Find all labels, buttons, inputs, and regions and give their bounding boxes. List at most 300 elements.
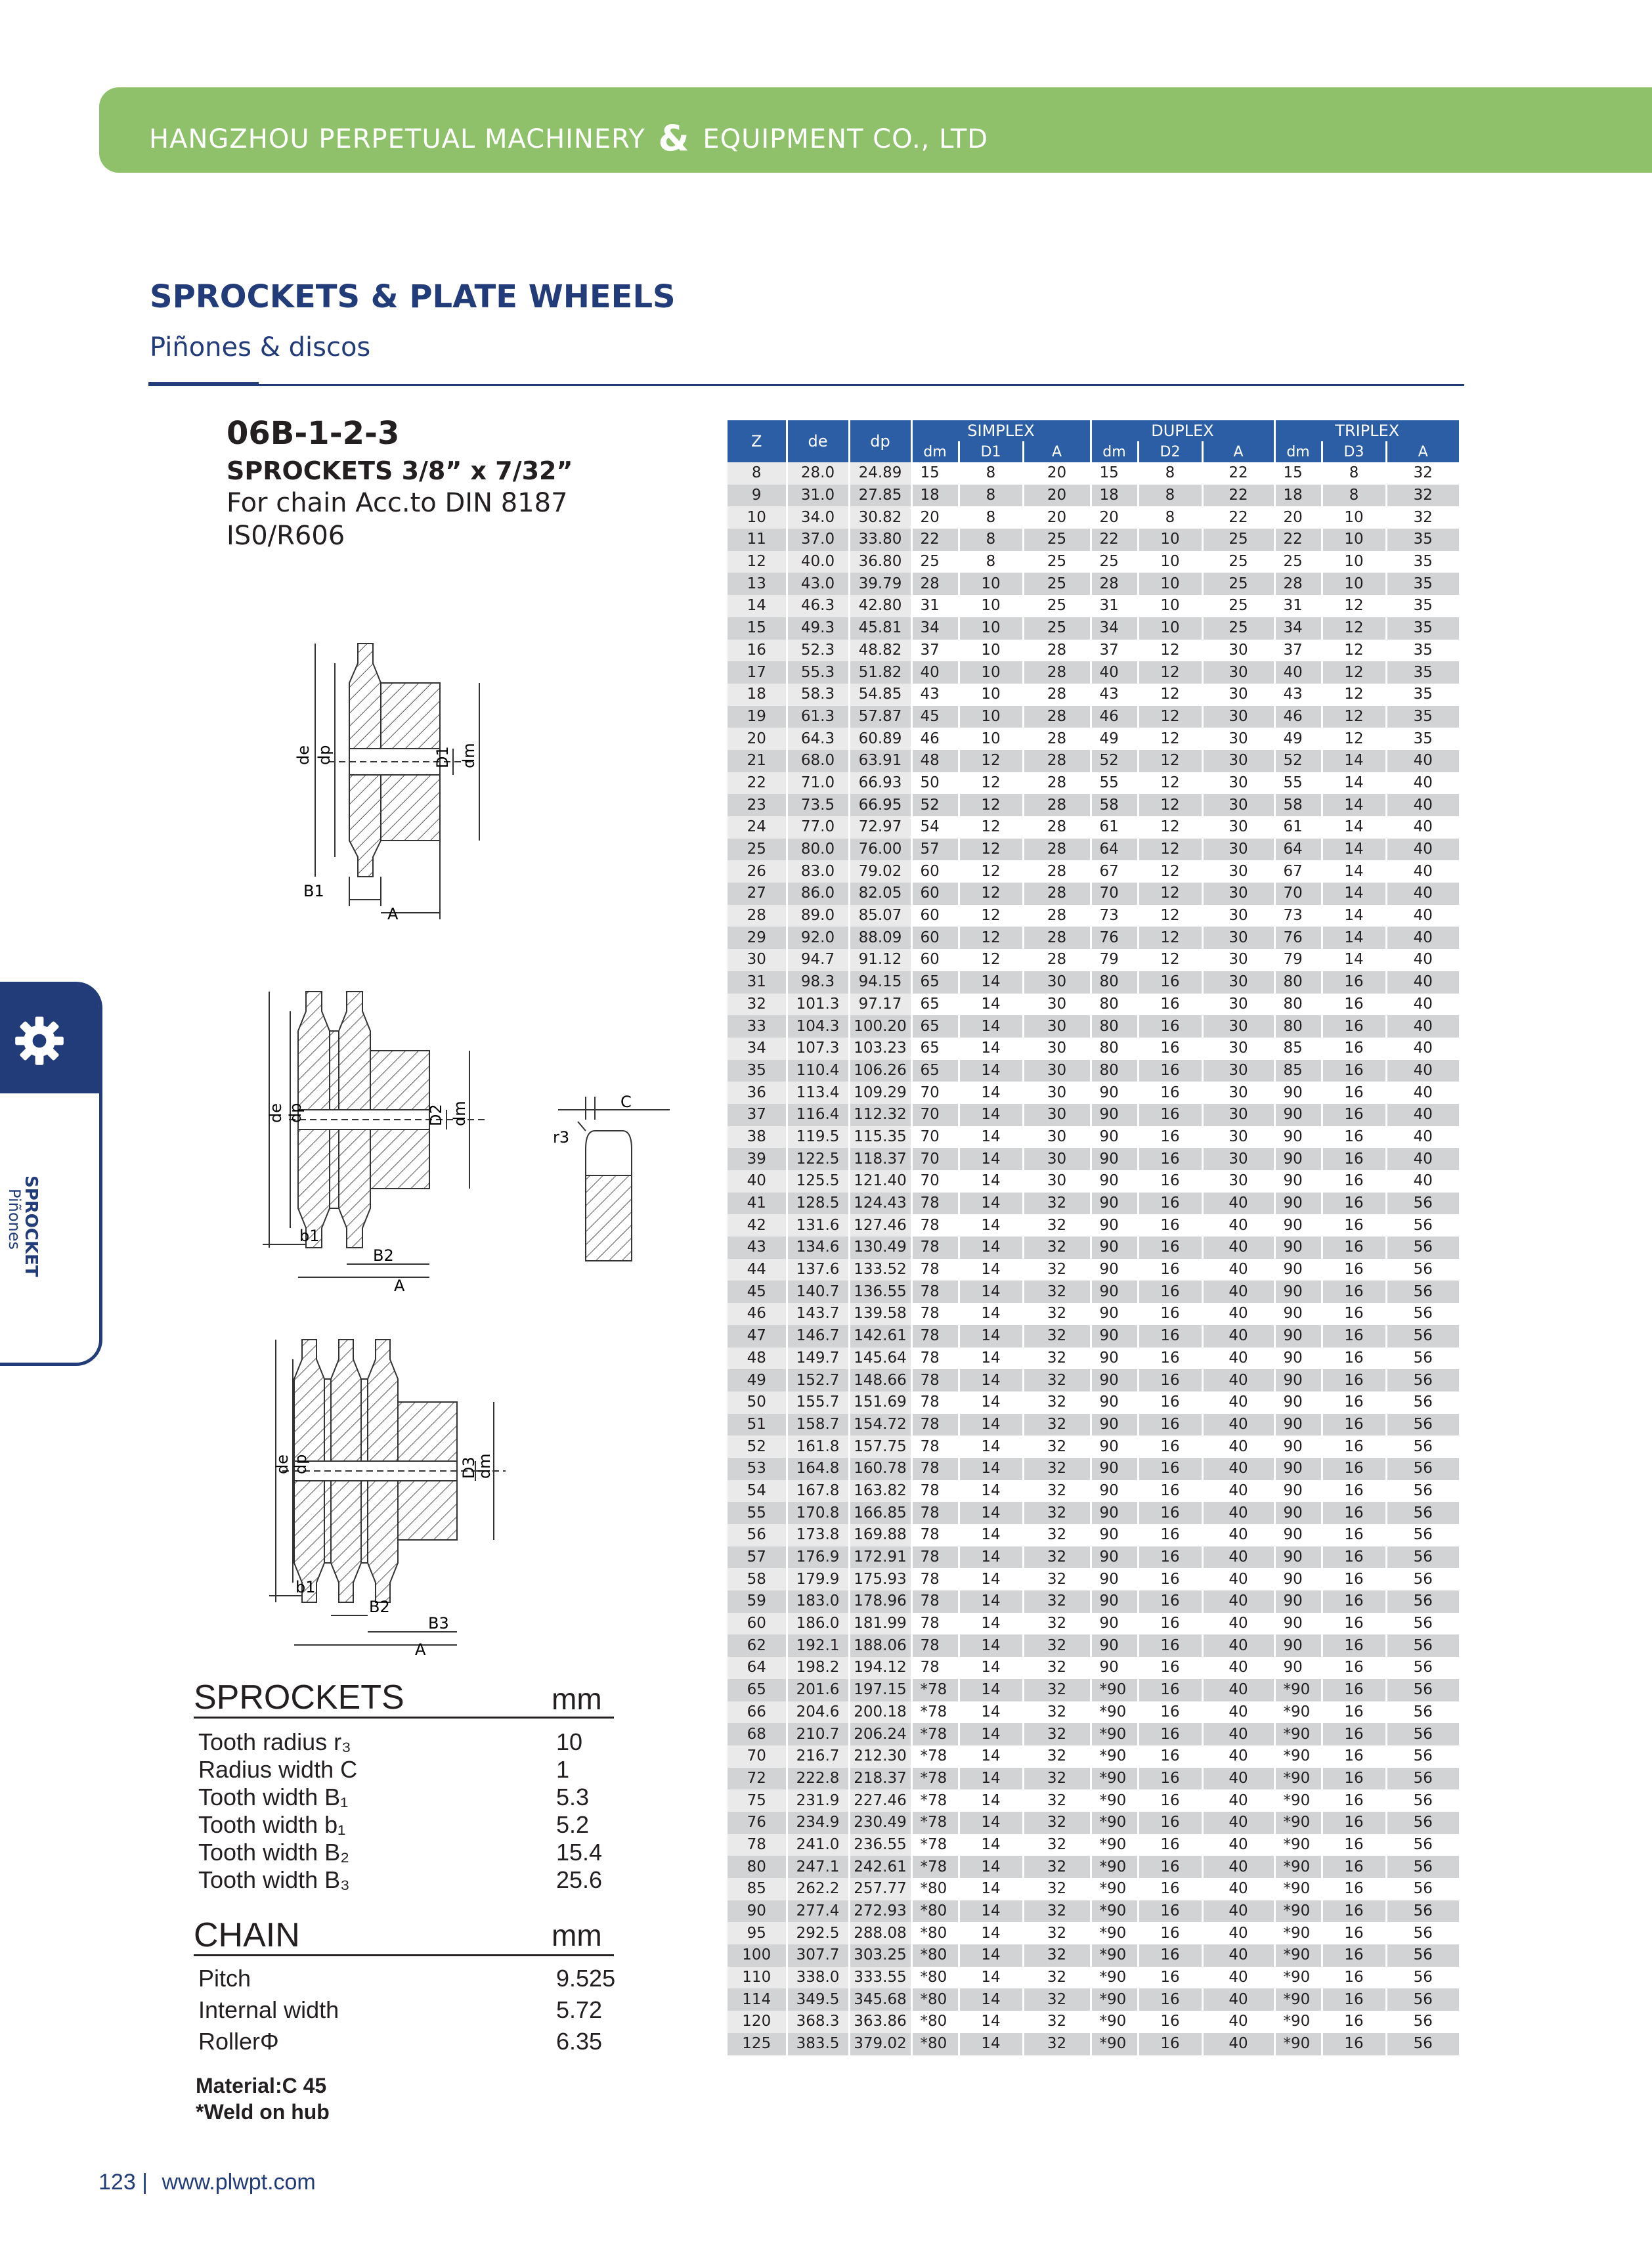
table-cell: 128.5 <box>787 1193 849 1215</box>
table-cell: 37 <box>1091 640 1138 662</box>
table-cell: 60 <box>911 883 959 905</box>
table-cell: 345.68 <box>849 1988 911 2011</box>
table-cell: 15 <box>1274 462 1322 485</box>
table-cell: 40 <box>1202 1657 1274 1679</box>
table-cell: 32 <box>1023 1281 1091 1303</box>
table-cell: 14 <box>959 1126 1023 1149</box>
table-cell: 16 <box>1138 1679 1202 1701</box>
table-cell: 60 <box>911 927 959 949</box>
table-cell: 23 <box>728 794 787 816</box>
table-cell: 16 <box>1138 1944 1202 1967</box>
table-cell: 10 <box>959 640 1023 662</box>
chain-rule <box>194 1954 614 1956</box>
table-row <box>728 1348 1459 1370</box>
table-cell: 90 <box>1274 1237 1322 1259</box>
table-cell: 16 <box>1138 1435 1202 1458</box>
table-cell: 16 <box>1322 1214 1386 1237</box>
table-cell: 56 <box>1386 1878 1459 1900</box>
table-cell: 16 <box>1322 1325 1386 1348</box>
table-cell: 16 <box>1322 1281 1386 1303</box>
col-de: de <box>787 420 849 462</box>
footer <box>98 2170 316 2195</box>
table-cell: 166.85 <box>849 1502 911 1524</box>
table-cell: 16 <box>1138 1104 1202 1126</box>
table-cell: 12 <box>1322 617 1386 640</box>
table-cell: 14 <box>959 971 1023 994</box>
table-cell: 25 <box>728 839 787 861</box>
table-cell: 20 <box>1023 485 1091 507</box>
table-cell: 16 <box>1322 1060 1386 1082</box>
table-cell: 46 <box>1091 706 1138 728</box>
table-cell: 36 <box>728 1082 787 1104</box>
table-row <box>728 772 1459 795</box>
table-cell: 40 <box>1202 1812 1274 1834</box>
table-cell: 40 <box>1202 1391 1274 1414</box>
table-cell: 29 <box>728 927 787 949</box>
table-row <box>728 1435 1459 1458</box>
table-cell: 25 <box>1274 551 1322 573</box>
table-cell: 91.12 <box>849 949 911 971</box>
table-cell: 12 <box>959 750 1023 772</box>
table-cell: 90 <box>1091 1281 1138 1303</box>
table-cell: 40 <box>1202 1768 1274 1790</box>
table-cell: 8 <box>959 485 1023 507</box>
title-rule <box>259 384 1464 386</box>
table-cell: 35 <box>1386 728 1459 750</box>
table-cell: 35 <box>1386 595 1459 617</box>
side-tab[interactable] <box>0 982 102 1366</box>
table-cell: 338.0 <box>787 1967 849 1989</box>
table-cell: 76 <box>728 1812 787 1834</box>
table-cell: 28 <box>1023 927 1091 949</box>
table-cell: 31 <box>728 971 787 994</box>
table-cell: 30 <box>1202 883 1274 905</box>
table-cell: 56 <box>1386 1568 1459 1590</box>
table-cell: 35 <box>1386 640 1459 662</box>
table-cell: 157.75 <box>849 1435 911 1458</box>
table-cell: 30 <box>1202 728 1274 750</box>
table-cell: *90 <box>1274 2011 1322 2033</box>
table-cell: 40 <box>1202 1325 1274 1348</box>
table-cell: 120 <box>728 2011 787 2033</box>
table-row <box>728 1745 1459 1768</box>
table-cell: 64 <box>1091 839 1138 861</box>
table-cell: 40 <box>1386 949 1459 971</box>
table-cell: 25 <box>1091 551 1138 573</box>
table-cell: 34 <box>1274 617 1322 640</box>
website-link[interactable]: www.plwpt.com <box>162 2170 316 2195</box>
table-cell: 110.4 <box>787 1060 849 1082</box>
table-cell: 63.91 <box>849 750 911 772</box>
label-A-simplex: A <box>387 905 399 923</box>
table-cell: 28.0 <box>787 462 849 485</box>
table-cell: 14 <box>959 1546 1023 1569</box>
label-b1-triplex: b1 <box>295 1578 316 1596</box>
table-cell: 30 <box>1202 905 1274 927</box>
table-cell: 14 <box>959 1679 1023 1701</box>
table-cell: 90 <box>1274 1590 1322 1613</box>
table-cell: 14 <box>959 1502 1023 1524</box>
table-cell: 16 <box>1138 1480 1202 1502</box>
table-cell: 90 <box>728 1900 787 1923</box>
table-cell: 112.32 <box>849 1104 911 1126</box>
table-cell: 58.3 <box>787 684 849 706</box>
table-cell: 16 <box>1138 1878 1202 1900</box>
table-cell: 16 <box>1322 1944 1386 1967</box>
table-cell: 56 <box>1386 1281 1459 1303</box>
table-cell: 16 <box>1322 1701 1386 1724</box>
table-row <box>728 1325 1459 1348</box>
sprockets-spec-label: Tooth width B₁ <box>198 1784 349 1810</box>
table-row <box>728 1082 1459 1104</box>
section-subtitle: Piñones & discos <box>150 332 371 362</box>
table-cell: *80 <box>911 2011 959 2033</box>
table-cell: 16 <box>1138 1524 1202 1546</box>
table-cell: *78 <box>911 1789 959 1812</box>
table-cell: 40 <box>1202 1745 1274 1768</box>
table-cell: 288.08 <box>849 1922 911 1944</box>
table-cell: 14 <box>959 1458 1023 1480</box>
table-cell: 90 <box>1091 1148 1138 1170</box>
label-A-triplex: A <box>415 1640 426 1659</box>
table-cell: 36.80 <box>849 551 911 573</box>
table-cell: 16 <box>1138 1038 1202 1060</box>
table-cell: *80 <box>911 1900 959 1923</box>
table-cell: 79 <box>1091 949 1138 971</box>
table-cell: 18 <box>728 684 787 706</box>
group-triplex: TRIPLEX <box>1274 420 1459 441</box>
table-cell: 88.09 <box>849 927 911 949</box>
table-cell: 173.8 <box>787 1524 849 1546</box>
table-cell: 32 <box>1023 1391 1091 1414</box>
table-row <box>728 1657 1459 1679</box>
table-cell: 90 <box>1091 1613 1138 1635</box>
table-cell: 16 <box>1138 1237 1202 1259</box>
table-cell: 31 <box>1091 595 1138 617</box>
table-row <box>728 1369 1459 1391</box>
table-row <box>728 1193 1459 1215</box>
table-cell: 16 <box>1322 1590 1386 1613</box>
table-cell: 56 <box>1386 1369 1459 1391</box>
table-cell: 133.52 <box>849 1259 911 1281</box>
table-cell: 27.85 <box>849 485 911 507</box>
table-cell: 56 <box>1386 2033 1459 2055</box>
table-cell: 56 <box>1386 2011 1459 2033</box>
table-cell: 16 <box>1322 1745 1386 1768</box>
table-cell: 92.0 <box>787 927 849 949</box>
table-cell: 90 <box>1091 1193 1138 1215</box>
table-cell: 55 <box>1091 772 1138 795</box>
table-cell: 70 <box>911 1148 959 1170</box>
table-cell: 14 <box>959 1812 1023 1834</box>
table-row <box>728 1789 1459 1812</box>
table-cell: 16 <box>1322 1568 1386 1590</box>
table-cell: 16 <box>1138 1325 1202 1348</box>
table-cell: 30 <box>1202 640 1274 662</box>
table-cell: 14 <box>1322 794 1386 816</box>
table-cell: 16 <box>1322 1259 1386 1281</box>
table-cell: 30 <box>1202 860 1274 883</box>
table-cell: *90 <box>1274 1679 1322 1701</box>
table-cell: 94.15 <box>849 971 911 994</box>
table-cell: 16 <box>1138 1812 1202 1834</box>
table-cell: 46.3 <box>787 595 849 617</box>
table-cell: 73 <box>1274 905 1322 927</box>
table-cell: 200.18 <box>849 1701 911 1724</box>
table-cell: 35 <box>1386 706 1459 728</box>
table-cell: 32 <box>1023 1701 1091 1724</box>
table-cell: 35 <box>728 1060 787 1082</box>
table-cell: *90 <box>1091 2033 1138 2055</box>
table-cell: 14 <box>959 1214 1023 1237</box>
table-cell: 76.00 <box>849 839 911 861</box>
chain-spec-value: 5.72 <box>556 1996 603 2023</box>
table-cell: 90 <box>1274 1435 1322 1458</box>
table-cell: 12 <box>959 794 1023 816</box>
table-cell: 90 <box>1274 1193 1322 1215</box>
table-cell: 12 <box>1138 883 1202 905</box>
table-cell: *90 <box>1091 1944 1138 1967</box>
table-cell: 22 <box>1091 529 1138 551</box>
table-cell: 12 <box>959 927 1023 949</box>
col-duplex-dm: dm <box>1091 441 1138 462</box>
table-cell: 40 <box>1386 905 1459 927</box>
table-cell: 12 <box>1322 661 1386 684</box>
table-row <box>728 1303 1459 1325</box>
label-B2-triplex: B2 <box>369 1598 390 1616</box>
table-cell: 16 <box>1322 1679 1386 1701</box>
table-cell: 14 <box>959 1104 1023 1126</box>
table-cell: 14 <box>959 994 1023 1016</box>
table-cell: 43 <box>1274 684 1322 706</box>
table-cell: 18 <box>911 485 959 507</box>
table-cell: 227.46 <box>849 1789 911 1812</box>
table-cell: 66.93 <box>849 772 911 795</box>
table-cell: *90 <box>1274 1988 1322 2011</box>
table-cell: 242.61 <box>849 1856 911 1878</box>
table-cell: 54 <box>911 816 959 839</box>
table-cell: 110 <box>728 1967 787 1989</box>
table-cell: 16 <box>1322 1634 1386 1657</box>
table-cell: 40 <box>1274 661 1322 684</box>
label-C: C <box>620 1093 632 1111</box>
table-cell: 40 <box>1202 1414 1274 1436</box>
table-cell: 20 <box>911 506 959 529</box>
table-cell: 218.37 <box>849 1768 911 1790</box>
table-cell: 31 <box>1274 595 1322 617</box>
table-cell: 56 <box>1386 1524 1459 1546</box>
table-cell: 30 <box>1202 1148 1274 1170</box>
table-cell: 80 <box>1091 994 1138 1016</box>
table-cell: 14 <box>1322 816 1386 839</box>
table-cell: 78 <box>911 1391 959 1414</box>
table-cell: 40 <box>1202 1546 1274 1569</box>
table-cell: 34.0 <box>787 506 849 529</box>
table-cell: 181.99 <box>849 1613 911 1635</box>
label-B3: B3 <box>428 1614 449 1632</box>
table-cell: 37 <box>1274 640 1322 662</box>
table-cell: 78 <box>911 1480 959 1502</box>
table-cell: 30 <box>1023 1015 1091 1038</box>
table-cell: 18 <box>1274 485 1322 507</box>
table-cell: 54.85 <box>849 684 911 706</box>
table-cell: 32 <box>1023 1768 1091 1790</box>
table-cell: 56 <box>1386 1480 1459 1502</box>
table-cell: 77.0 <box>787 816 849 839</box>
table-cell: 56 <box>728 1524 787 1546</box>
table-cell: 90 <box>1091 1303 1138 1325</box>
table-cell: 16 <box>1322 1480 1386 1502</box>
table-cell: 80 <box>1091 1060 1138 1082</box>
table-cell: 40 <box>1202 1679 1274 1701</box>
table-cell: 14 <box>959 1259 1023 1281</box>
table-row <box>728 1104 1459 1126</box>
table-cell: 10 <box>1138 551 1202 573</box>
table-cell: 32 <box>1023 2033 1091 2055</box>
table-cell: 16 <box>1322 1967 1386 1989</box>
table-cell: 16 <box>1138 971 1202 994</box>
table-row <box>728 750 1459 772</box>
table-row <box>728 949 1459 971</box>
table-cell: 146.7 <box>787 1325 849 1348</box>
table-cell: 43.0 <box>787 573 849 595</box>
table-cell: 28 <box>1023 883 1091 905</box>
table-cell: 32 <box>1386 462 1459 485</box>
table-cell: 40 <box>1202 1259 1274 1281</box>
table-cell: 40 <box>1202 1458 1274 1480</box>
table-cell: 40 <box>1202 1701 1274 1724</box>
table-cell: 34 <box>728 1038 787 1060</box>
table-cell: 28 <box>1023 949 1091 971</box>
table-cell: 90 <box>1274 1214 1322 1237</box>
table-row <box>728 1634 1459 1657</box>
table-row <box>728 1391 1459 1414</box>
table-cell: 14 <box>1322 905 1386 927</box>
table-cell: 80 <box>728 1856 787 1878</box>
table-cell: 90 <box>1274 1480 1322 1502</box>
table-cell: 90 <box>1274 1502 1322 1524</box>
table-cell: 12 <box>959 839 1023 861</box>
table-row <box>728 1015 1459 1038</box>
table-row <box>728 485 1459 507</box>
table-cell: 43 <box>728 1237 787 1259</box>
table-cell: 16 <box>1138 1126 1202 1149</box>
table-row <box>728 1524 1459 1546</box>
table-cell: 172.91 <box>849 1546 911 1569</box>
sprockets-spec-label: Radius width C <box>198 1756 358 1783</box>
table-cell: 109.29 <box>849 1082 911 1104</box>
table-cell: 210.7 <box>787 1723 849 1745</box>
table-cell: 32 <box>1023 1502 1091 1524</box>
table-cell: 16 <box>1138 1568 1202 1590</box>
table-cell: 40 <box>728 1170 787 1193</box>
table-cell: 90 <box>1091 1634 1138 1657</box>
table-cell: 65 <box>911 1038 959 1060</box>
table-cell: 90 <box>1091 1568 1138 1590</box>
table-cell: 25 <box>1202 551 1274 573</box>
table-cell: 16 <box>1138 1789 1202 1812</box>
table-cell: 247.1 <box>787 1856 849 1878</box>
table-cell: 56 <box>1386 1900 1459 1923</box>
table-cell: 56 <box>1386 1502 1459 1524</box>
table-cell: 14 <box>959 1878 1023 1900</box>
product-standard: For chain Acc.to DIN 8187 <box>227 488 568 518</box>
table-cell: 16 <box>1322 1988 1386 2011</box>
table-cell: 32 <box>1023 1414 1091 1436</box>
table-cell: 65 <box>728 1679 787 1701</box>
table-cell: 22 <box>728 772 787 795</box>
table-cell: *90 <box>1274 1922 1322 1944</box>
table-cell: 14 <box>959 1922 1023 1944</box>
table-cell: 60 <box>728 1613 787 1635</box>
sprockets-spec-value: 10 <box>556 1728 583 1755</box>
table-cell: 16 <box>1138 994 1202 1016</box>
table-cell: 40 <box>1202 1237 1274 1259</box>
table-cell: 183.0 <box>787 1590 849 1613</box>
table-cell: 25 <box>1202 529 1274 551</box>
table-cell: 56 <box>1386 1391 1459 1414</box>
table-cell: 14 <box>959 1524 1023 1546</box>
table-cell: 32 <box>1023 1193 1091 1215</box>
table-cell: 90 <box>1091 1480 1138 1502</box>
table-cell: 40 <box>1202 1348 1274 1370</box>
table-cell: 24.89 <box>849 462 911 485</box>
table-cell: 16 <box>1322 1878 1386 1900</box>
table-row <box>728 860 1459 883</box>
table-cell: 61.3 <box>787 706 849 728</box>
table-cell: 167.8 <box>787 1480 849 1502</box>
table-cell: 16 <box>1138 1060 1202 1082</box>
table-cell: 48 <box>911 750 959 772</box>
table-cell: 49 <box>728 1369 787 1391</box>
table-row <box>728 1060 1459 1082</box>
col-simplex-D1: D1 <box>959 441 1023 462</box>
table-cell: 158.7 <box>787 1414 849 1436</box>
table-cell: 379.02 <box>849 2033 911 2055</box>
table-cell: 51.82 <box>849 661 911 684</box>
table-cell: 14 <box>959 1988 1023 2011</box>
table-cell: 66.95 <box>849 794 911 816</box>
table-cell: 56 <box>1386 1546 1459 1569</box>
table-cell: 90 <box>1274 1148 1322 1170</box>
table-cell: 16 <box>1322 1546 1386 1569</box>
table-cell: 40 <box>1386 860 1459 883</box>
table-cell: 65 <box>911 1060 959 1082</box>
table-cell: 16 <box>1138 1391 1202 1414</box>
sprockets-spec-value: 5.3 <box>556 1784 590 1810</box>
table-cell: 45 <box>911 706 959 728</box>
table-cell: 30 <box>1023 1038 1091 1060</box>
table-cell: 78 <box>911 1613 959 1635</box>
table-cell: 14 <box>959 1613 1023 1635</box>
table-cell: 40 <box>1386 1060 1459 1082</box>
table-row <box>728 1988 1459 2011</box>
table-cell: 12 <box>959 816 1023 839</box>
table-cell: 53 <box>728 1458 787 1480</box>
table-cell: 43 <box>1091 684 1138 706</box>
label-dp-duplex: dp <box>286 1103 305 1123</box>
table-cell: 14 <box>959 1015 1023 1038</box>
table-cell: 10 <box>959 595 1023 617</box>
table-cell: 15 <box>911 462 959 485</box>
table-cell: 25 <box>1023 573 1091 595</box>
table-cell: 12 <box>1138 706 1202 728</box>
table-cell: 40 <box>1202 1590 1274 1613</box>
table-row <box>728 617 1459 640</box>
table-cell: 85.07 <box>849 905 911 927</box>
table-cell: 78 <box>911 1348 959 1370</box>
table-cell: 70 <box>911 1170 959 1193</box>
